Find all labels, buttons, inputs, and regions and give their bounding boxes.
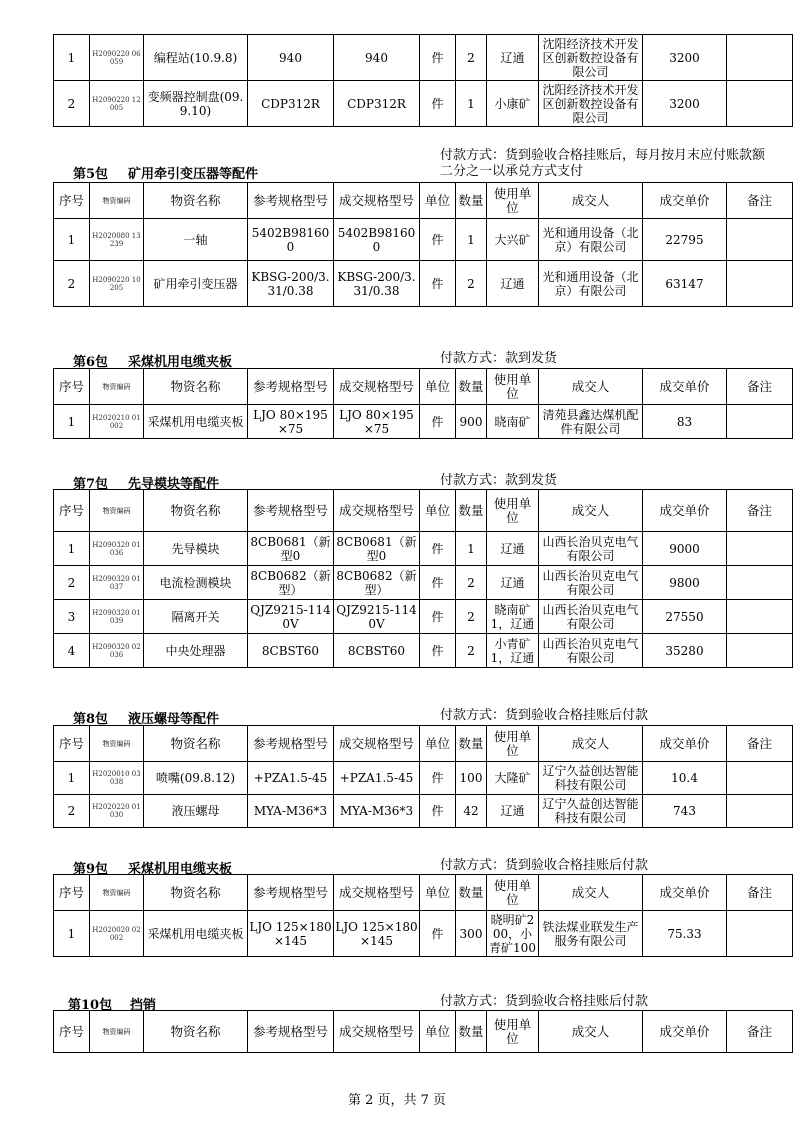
header-name: 物资名称	[144, 490, 248, 532]
package-title: 采煤机用电缆夹板	[128, 862, 233, 877]
header-qty: 数量	[456, 490, 487, 532]
cell-supplier: 沈阳经济技术开发区创新数控设备有限公司	[539, 35, 643, 81]
header-deal-spec: 成交规格型号	[334, 726, 420, 762]
cell-price: 63147	[643, 261, 727, 307]
package-table	[53, 368, 793, 439]
cell-deal-spec: 8CBST60	[334, 634, 420, 668]
cell-ref-spec: 940	[248, 35, 334, 81]
cell-deal-spec: QJZ9215-1140V	[334, 600, 420, 634]
cell-code: H2090320 01039	[90, 600, 144, 634]
header-qty: 数量	[456, 183, 487, 219]
cell-user: 晓南矿1，辽通	[487, 600, 539, 634]
cell-seq: 1	[54, 762, 90, 795]
cell-supplier: 清苑县鑫达煤机配件有限公司	[539, 405, 643, 439]
package-title: 采煤机用电缆夹板	[128, 355, 233, 370]
header-note: 备注	[727, 183, 793, 219]
cell-supplier: 山西长治贝克电气有限公司	[539, 600, 643, 634]
package-table	[53, 1010, 793, 1053]
package-number: 第5包	[73, 167, 109, 182]
table-header-row	[54, 1011, 793, 1053]
cell-name: 先导模块	[144, 532, 248, 566]
header-user: 使用单位	[487, 1011, 539, 1053]
cell-note	[727, 405, 793, 439]
table-header-row	[54, 726, 793, 762]
package-table	[53, 725, 793, 828]
header-deal-spec: 成交规格型号	[334, 1011, 420, 1053]
header-price: 成交单价	[643, 369, 727, 405]
cell-deal-spec: LJO 125×180×145	[334, 911, 420, 957]
package-title: 液压螺母等配件	[128, 712, 220, 727]
header-note: 备注	[727, 875, 793, 911]
cell-deal-spec: 8CB0682（新型）	[334, 566, 420, 600]
header-code: 物资编码	[90, 369, 144, 405]
header-supplier: 成交人	[539, 490, 643, 532]
cell-name: 电流检测模块	[144, 566, 248, 600]
header-name: 物资名称	[144, 875, 248, 911]
cell-user: 辽通	[487, 795, 539, 828]
cell-supplier: 光和通用设备（北京）有限公司	[539, 219, 643, 261]
cell-seq: 1	[54, 532, 90, 566]
header-ref-spec: 参考规格型号	[248, 490, 334, 532]
cell-note	[727, 261, 793, 307]
cell-user: 辽通	[487, 261, 539, 307]
cell-code: H2090320 02036	[90, 634, 144, 668]
package-number: 第9包	[73, 862, 109, 877]
cell-name: 变频器控制盘(09.9.10)	[144, 81, 248, 127]
header-seq: 序号	[54, 875, 90, 911]
cell-note	[727, 634, 793, 668]
cell-user: 晓明矿200，小青矿100	[487, 911, 539, 957]
cell-name: 喷嘴(09.8.12)	[144, 762, 248, 795]
header-code: 物资编码	[90, 1011, 144, 1053]
header-price: 成交单价	[643, 726, 727, 762]
table-row	[54, 35, 793, 81]
table-header-row	[54, 183, 793, 219]
cell-code: H2020010 03038	[90, 762, 144, 795]
cell-deal-spec: +PZA1.5-45	[334, 762, 420, 795]
cell-user: 小青矿1，辽通	[487, 634, 539, 668]
cell-name: 编程站(10.9.8)	[144, 35, 248, 81]
package-number: 第10包	[68, 998, 113, 1013]
cell-qty: 100	[456, 762, 487, 795]
cell-seq: 1	[54, 911, 90, 957]
cell-unit: 件	[420, 911, 456, 957]
package-number: 第7包	[73, 477, 109, 492]
header-seq: 序号	[54, 490, 90, 532]
cell-price: 3200	[643, 35, 727, 81]
cell-user: 辽通	[487, 566, 539, 600]
package-title: 先导模块等配件	[128, 477, 220, 492]
header-code: 物资编码	[90, 183, 144, 219]
cell-qty: 2	[456, 35, 487, 81]
cell-code: H2090320 01037	[90, 566, 144, 600]
cell-name: 隔离开关	[144, 600, 248, 634]
continuation-table	[53, 34, 793, 127]
cell-user: 大兴矿	[487, 219, 539, 261]
cell-price: 9000	[643, 532, 727, 566]
cell-seq: 1	[54, 405, 90, 439]
header-name: 物资名称	[144, 183, 248, 219]
cell-price: 75.33	[643, 911, 727, 957]
cell-supplier: 辽宁久益创达智能科技有限公司	[539, 795, 643, 828]
header-name: 物资名称	[144, 1011, 248, 1053]
cell-note	[727, 911, 793, 957]
cell-unit: 件	[420, 634, 456, 668]
table-row	[54, 405, 793, 439]
cell-unit: 件	[420, 81, 456, 127]
cell-supplier: 沈阳经济技术开发区创新数控设备有限公司	[539, 81, 643, 127]
cell-qty: 2	[456, 261, 487, 307]
header-note: 备注	[727, 726, 793, 762]
table-row	[54, 219, 793, 261]
cell-seq: 1	[54, 35, 90, 81]
cell-price: 3200	[643, 81, 727, 127]
cell-code: H2020220 01030	[90, 795, 144, 828]
cell-qty: 900	[456, 405, 487, 439]
cell-deal-spec: KBSG-200/3.31/0.38	[334, 261, 420, 307]
table-header-row	[54, 490, 793, 532]
cell-unit: 件	[420, 35, 456, 81]
package-number: 第8包	[73, 712, 109, 727]
package-title: 挡销	[130, 998, 157, 1013]
header-supplier: 成交人	[539, 875, 643, 911]
header-price: 成交单价	[643, 183, 727, 219]
table-row	[54, 795, 793, 828]
header-qty: 数量	[456, 1011, 487, 1053]
header-price: 成交单价	[643, 875, 727, 911]
cell-note	[727, 600, 793, 634]
header-unit: 单位	[420, 369, 456, 405]
cell-deal-spec: CDP312R	[334, 81, 420, 127]
cell-qty: 42	[456, 795, 487, 828]
header-user: 使用单位	[487, 726, 539, 762]
cell-name: 采煤机用电缆夹板	[144, 405, 248, 439]
header-supplier: 成交人	[539, 183, 643, 219]
cell-unit: 件	[420, 600, 456, 634]
cell-unit: 件	[420, 566, 456, 600]
cell-qty: 1	[456, 219, 487, 261]
cell-unit: 件	[420, 261, 456, 307]
cell-code: H2020210 01002	[90, 405, 144, 439]
table-row	[54, 762, 793, 795]
cell-user: 小康矿	[487, 81, 539, 127]
header-seq: 序号	[54, 369, 90, 405]
header-name: 物资名称	[144, 369, 248, 405]
cell-user: 大隆矿	[487, 762, 539, 795]
cell-qty: 300	[456, 911, 487, 957]
cell-name: 液压螺母	[144, 795, 248, 828]
cell-user: 辽通	[487, 532, 539, 566]
header-qty: 数量	[456, 875, 487, 911]
header-ref-spec: 参考规格型号	[248, 875, 334, 911]
payment-terms: 付款方式：款到发货	[440, 473, 558, 488]
cell-unit: 件	[420, 219, 456, 261]
package-table	[53, 489, 793, 668]
cell-supplier: 光和通用设备（北京）有限公司	[539, 261, 643, 307]
header-note: 备注	[727, 1011, 793, 1053]
table-row	[54, 566, 793, 600]
header-note: 备注	[727, 490, 793, 532]
cell-price: 83	[643, 405, 727, 439]
cell-ref-spec: LJO 80×195×75	[248, 405, 334, 439]
cell-seq: 1	[54, 219, 90, 261]
package-number: 第6包	[73, 355, 109, 370]
payment-terms: 付款方式：款到发货	[440, 351, 558, 366]
header-unit: 单位	[420, 875, 456, 911]
cell-ref-spec: 8CB0681（新型0	[248, 532, 334, 566]
cell-deal-spec: 8CB0681（新型0	[334, 532, 420, 566]
header-qty: 数量	[456, 726, 487, 762]
cell-name: 矿用牵引变压器	[144, 261, 248, 307]
table-row	[54, 911, 793, 957]
cell-qty: 2	[456, 566, 487, 600]
cell-qty: 1	[456, 532, 487, 566]
cell-supplier: 山西长治贝克电气有限公司	[539, 566, 643, 600]
cell-price: 743	[643, 795, 727, 828]
cell-ref-spec: QJZ9215-1140V	[248, 600, 334, 634]
header-unit: 单位	[420, 726, 456, 762]
cell-ref-spec: LJO 125×180×145	[248, 911, 334, 957]
package-heading	[73, 163, 258, 182]
cell-ref-spec: CDP312R	[248, 81, 334, 127]
cell-user: 晓南矿	[487, 405, 539, 439]
cell-note	[727, 566, 793, 600]
cell-user: 辽通	[487, 35, 539, 81]
header-ref-spec: 参考规格型号	[248, 369, 334, 405]
cell-ref-spec: +PZA1.5-45	[248, 762, 334, 795]
header-unit: 单位	[420, 1011, 456, 1053]
cell-deal-spec: 5402B981600	[334, 219, 420, 261]
cell-code: H2090320 01036	[90, 532, 144, 566]
cell-note	[727, 532, 793, 566]
cell-price: 9800	[643, 566, 727, 600]
cell-price: 27550	[643, 600, 727, 634]
header-price: 成交单价	[643, 1011, 727, 1053]
package-table	[53, 182, 793, 307]
cell-qty: 2	[456, 600, 487, 634]
header-supplier: 成交人	[539, 726, 643, 762]
cell-seq: 2	[54, 795, 90, 828]
header-seq: 序号	[54, 183, 90, 219]
header-user: 使用单位	[487, 490, 539, 532]
cell-deal-spec: MYA-M36*3	[334, 795, 420, 828]
cell-supplier: 山西长治贝克电气有限公司	[539, 634, 643, 668]
header-deal-spec: 成交规格型号	[334, 490, 420, 532]
cell-note	[727, 795, 793, 828]
cell-code: H2020020 02002	[90, 911, 144, 957]
header-code: 物资编码	[90, 875, 144, 911]
cell-unit: 件	[420, 795, 456, 828]
header-supplier: 成交人	[539, 1011, 643, 1053]
header-user: 使用单位	[487, 369, 539, 405]
cell-price: 10.4	[643, 762, 727, 795]
payment-terms: 付款方式：货到验收合格挂账后付款	[440, 708, 649, 723]
payment-terms: 付款方式：货到验收合格挂账后，每月按月末应付账款额二分之一以承兑方式支付	[440, 148, 766, 179]
table-row	[54, 261, 793, 307]
cell-note	[727, 35, 793, 81]
header-deal-spec: 成交规格型号	[334, 183, 420, 219]
header-seq: 序号	[54, 726, 90, 762]
cell-seq: 3	[54, 600, 90, 634]
header-name: 物资名称	[144, 726, 248, 762]
header-note: 备注	[727, 369, 793, 405]
header-deal-spec: 成交规格型号	[334, 369, 420, 405]
package-title: 矿用牵引变压器等配件	[128, 167, 259, 182]
header-ref-spec: 参考规格型号	[248, 183, 334, 219]
cell-deal-spec: LJO 80×195×75	[334, 405, 420, 439]
cell-unit: 件	[420, 532, 456, 566]
cell-seq: 4	[54, 634, 90, 668]
cell-supplier: 铁法煤业联发生产服务有限公司	[539, 911, 643, 957]
cell-code: H2090220 12005	[90, 81, 144, 127]
cell-code: H2090220 10205	[90, 261, 144, 307]
cell-code: H2090220 06059	[90, 35, 144, 81]
page-footer: 第 2 页，共 7 页	[347, 1093, 447, 1108]
header-code: 物资编码	[90, 490, 144, 532]
table-header-row	[54, 875, 793, 911]
cell-seq: 2	[54, 261, 90, 307]
header-unit: 单位	[420, 490, 456, 532]
cell-code: H2020080 13239	[90, 219, 144, 261]
header-price: 成交单价	[643, 490, 727, 532]
table-row	[54, 600, 793, 634]
cell-supplier: 辽宁久益创达智能科技有限公司	[539, 762, 643, 795]
cell-qty: 1	[456, 81, 487, 127]
cell-ref-spec: 8CBST60	[248, 634, 334, 668]
payment-terms: 付款方式：货到验收合格挂账后付款	[440, 858, 649, 873]
cell-ref-spec: MYA-M36*3	[248, 795, 334, 828]
cell-price: 35280	[643, 634, 727, 668]
cell-name: 一轴	[144, 219, 248, 261]
cell-note	[727, 762, 793, 795]
cell-ref-spec: 8CB0682（新型）	[248, 566, 334, 600]
cell-note	[727, 81, 793, 127]
cell-deal-spec: 940	[334, 35, 420, 81]
header-seq: 序号	[54, 1011, 90, 1053]
payment-terms: 付款方式：货到验收合格挂账后付款	[440, 994, 649, 1009]
cell-ref-spec: 5402B981600	[248, 219, 334, 261]
header-supplier: 成交人	[539, 369, 643, 405]
cell-name: 采煤机用电缆夹板	[144, 911, 248, 957]
cell-price: 22795	[643, 219, 727, 261]
table-row	[54, 634, 793, 668]
cell-qty: 2	[456, 634, 487, 668]
table-row	[54, 532, 793, 566]
table-row	[54, 81, 793, 127]
header-deal-spec: 成交规格型号	[334, 875, 420, 911]
header-ref-spec: 参考规格型号	[248, 1011, 334, 1053]
cell-seq: 2	[54, 566, 90, 600]
header-ref-spec: 参考规格型号	[248, 726, 334, 762]
cell-unit: 件	[420, 762, 456, 795]
header-user: 使用单位	[487, 875, 539, 911]
cell-unit: 件	[420, 405, 456, 439]
header-user: 使用单位	[487, 183, 539, 219]
table-header-row	[54, 369, 793, 405]
cell-seq: 2	[54, 81, 90, 127]
package-table	[53, 874, 793, 957]
cell-name: 中央处理器	[144, 634, 248, 668]
cell-ref-spec: KBSG-200/3.31/0.38	[248, 261, 334, 307]
cell-note	[727, 219, 793, 261]
cell-supplier: 山西长治贝克电气有限公司	[539, 532, 643, 566]
header-code: 物资编码	[90, 726, 144, 762]
header-qty: 数量	[456, 369, 487, 405]
header-unit: 单位	[420, 183, 456, 219]
